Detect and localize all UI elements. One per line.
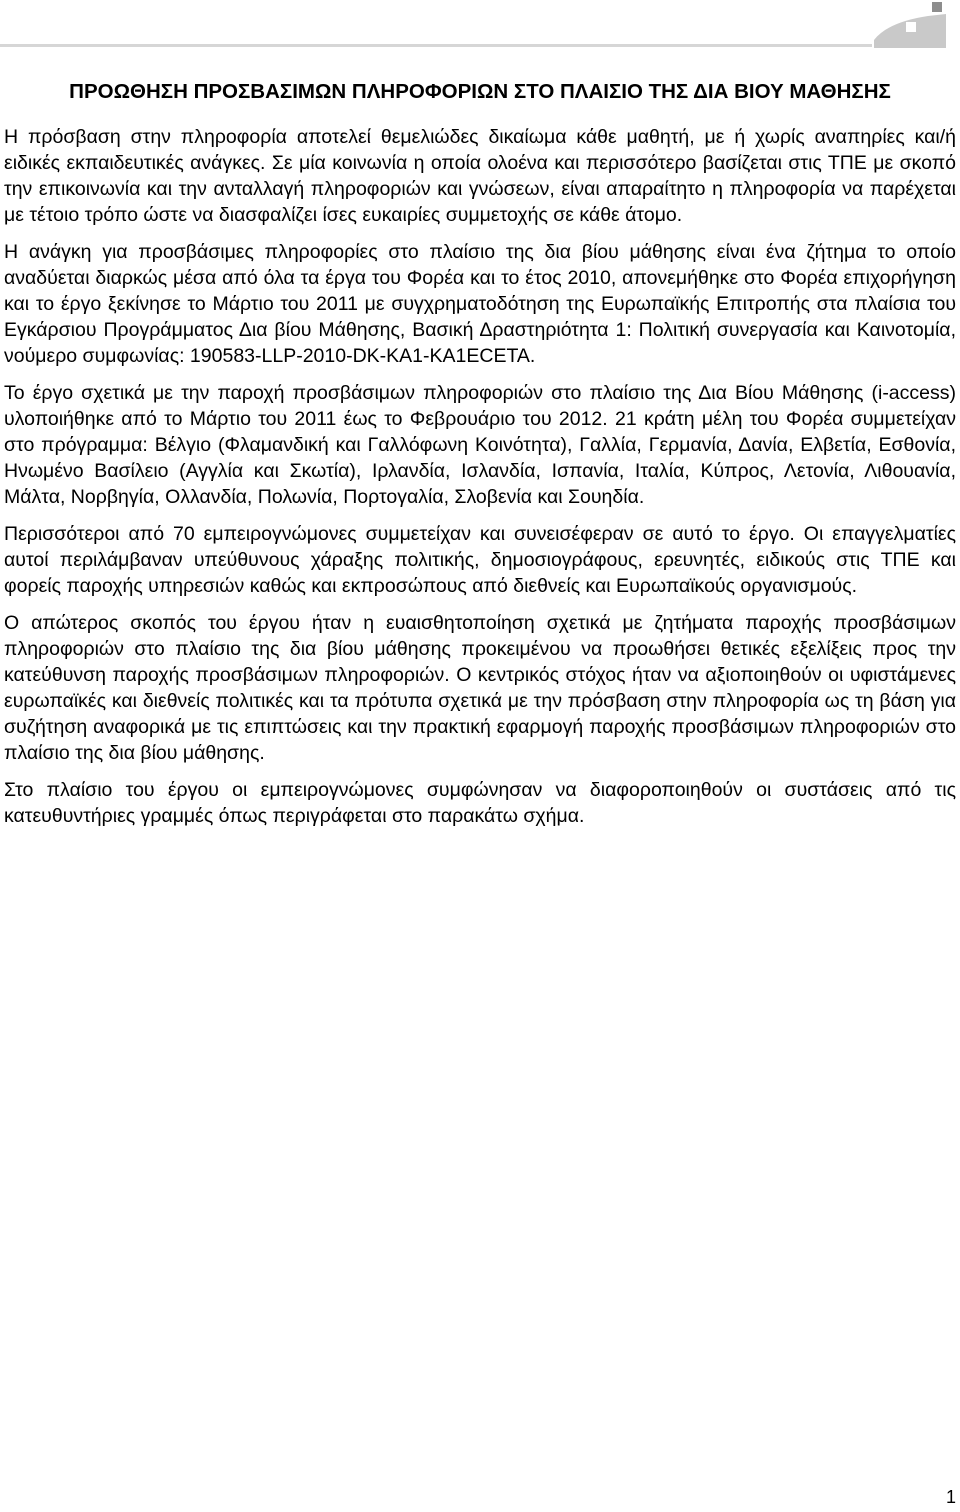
- page-number: 1: [945, 1487, 956, 1507]
- paragraph-recommendations: Στο πλαίσιο του έργου οι εμπειρογνώμονες συμφώνησαν να διαφοροποιηθούν οι συστάσεις από τις κατευθυντήριες γραμμές όπως περιγράφεται στο παρακάτω σχήμα.: [4, 779, 956, 827]
- header-rule: [0, 44, 872, 47]
- paragraph-goal: Ο απώτερος σκοπός του έργου ήταν η ευαισθητοποίηση σχετικά με ζητήματα παροχής προσβάσιμων πληροφοριών στο πλαίσιο της δια βίου μάθησης προκειμένου να προωθήσει θετικές εξελίξεις προς την κατεύθυνση παροχής προσβάσιμων πληροφοριών. Ο κεντρικός στόχος ήταν να αξιοποιηθούν οι υφιστάμενες ευρωπαϊκές και διεθνείς πολιτικές και τα πρότυπα σχετικά με την πρόσβαση στην πληροφορία ως τη βάση για συζήτηση αναφορικά με τις επιπτώσεις και την πρακτική εφαρμογή παροχής προσβάσιμων πληροφοριών στο πλαίσιο της δια βίου μάθησης.: [4, 612, 956, 764]
- agency-logo-icon: [868, 0, 960, 48]
- paragraph-need: Η ανάγκη για προσβάσιμες πληροφορίες στο πλαίσιο της δια βίου μάθησης είναι ένα ζήτημα το οποίο αναδύεται διαρκώς μέσα από όλα τα έργα του Φορέα και το έτος 2010, απονεμήθηκε στο Φορέα επιχορήγηση και το έργο ξεκίνησε το Μάρτιο του 2011 με συγχρηματοδότηση της Ευρωπαϊκής Επιτροπής στα πλαίσια του Εγκάρσιου Προγράμματος Δια βίου Μάθησης, Βασική Δραστηριότητα 1: Πολιτική συνεργασία και Καινοτομία, νούμερο συμφωνίας: 190583-LLP-2010-DK-KA1-KA1ECETA.: [4, 241, 956, 367]
- paragraph-intro: Η πρόσβαση στην πληροφορία αποτελεί θεμελιώδες δικαίωμα κάθε μαθητή, με ή χωρίς αναπηρίες και/ή ειδικές εκπαιδευτικές ανάγκες. Σε μία κοινωνία η οποία ολοένα και περισσότερο βασίζεται στις ΤΠΕ με σκοπό την επικοινωνία και την ανταλλαγή πληροφοριών και γνώσεων, είναι απαραίτητο η πληροφορία να παρέχεται με τέτοιο τρόπο ώστε να διασφαλίζει ίσες ευκαιρίες συμμετοχής σε κάθε άτομο.: [4, 126, 956, 226]
- document-body: [4, 78, 956, 840]
- paragraph-project: Το έργο σχετικά με την παροχή προσβάσιμων πληροφοριών στο πλαίσιο της Δια Βίου Μάθησης (i-access) υλοποιήθηκε από το Μάρτιο του 2011 έως το Φεβρουάριο του 2012. 21 κράτη μέλη του Φορέα συμμετείχαν στο πρόγραμμα: Βέλγιο (Φλαμανδική και Γαλλόφωνη Κοινότητα), Γαλλία, Γερμανία, Δανία, Ελβετία, Εσθονία, Ηνωμένο Βασίλειο (Αγγλία και Σκωτία), Ιρλανδία, Ισλανδία, Ισπανία, Ιταλία, Κύπρος, Λετονία, Λιθουανία, Μάλτα, Νορβηγία, Ολλανδία, Πολωνία, Πορτογαλία, Σλοβενία και Σουηδία.: [4, 382, 956, 508]
- paragraph-experts: Περισσότεροι από 70 εμπειρογνώμονες συμμετείχαν και συνεισέφεραν σε αυτό το έργο. Οι επαγγελματίες αυτοί περιλάμβαναν υπεύθυνους χάραξης πολιτικής, δημοσιογράφους, ερευνητές, ειδικούς στις ΤΠΕ και φορείς παροχής υπηρεσιών καθώς και εκπροσώπους από διεθνείς και Ευρωπαϊκούς οργανισμούς.: [4, 523, 956, 597]
- document-title: ΠΡΟΩΘΗΣΗ ΠΡΟΣΒΑΣΙΜΩΝ ΠΛΗΡΟΦΟΡΙΩΝ ΣΤΟ ΠΛΑΙΣΙΟ ΤΗΣ ΔΙΑ ΒΙΟΥ ΜΑΘΗΣΗΣ: [69, 80, 891, 103]
